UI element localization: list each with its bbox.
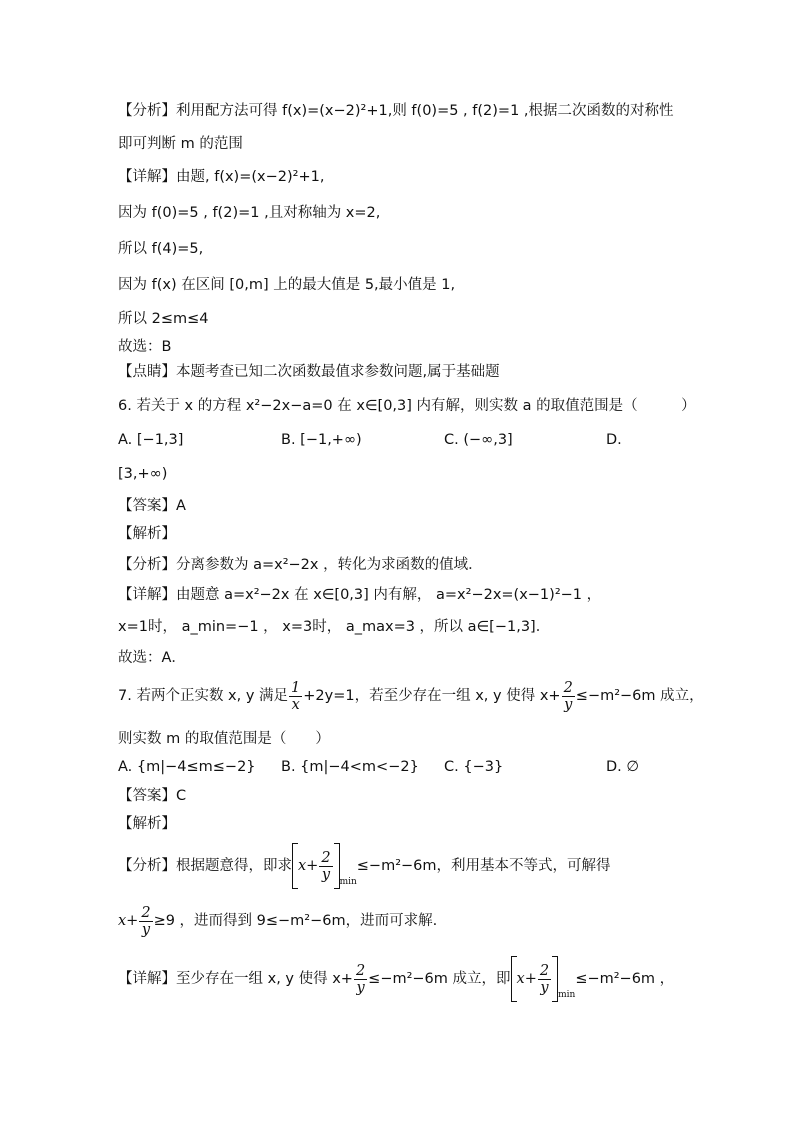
analysis-7-line-2	[118, 901, 437, 941]
q7-fraction-2-denominator: y	[564, 696, 573, 713]
analysis-7-fraction-denominator: y	[141, 921, 151, 938]
q6-option-b: B. [−1,+∞)	[281, 432, 362, 448]
detail-7-fraction-denominator: y	[356, 979, 365, 996]
detail-bracket-fraction-denominator: y	[540, 979, 549, 996]
q6-option-c: C. (−∞,3]	[444, 432, 513, 448]
q7-fraction-1-numerator: 1	[291, 679, 301, 696]
q7-option-c: C. {−3}	[444, 759, 504, 775]
answer-6: 【答案】A	[118, 498, 186, 514]
text-line-3: 【详解】由题, f(x)=(x−2)²+1,	[118, 169, 325, 185]
subscript-min: min	[339, 877, 357, 887]
detail-7-fraction	[354, 963, 367, 996]
detail-7-line-1	[118, 955, 674, 1019]
q7-stem-part-2: +2y=1，若至少存在一组 x, y 使得 x+	[303, 688, 561, 704]
text-line-5: 所以 f(4)=5,	[118, 241, 204, 257]
analysis-7-line-1	[118, 842, 611, 906]
text-line-1: 【分析】利用配方法可得 f(x)=(x−2)²+1,则 f(0)=5 , f(2)=1 ,根据二次函数的对称性	[118, 103, 674, 119]
bracket-fraction	[319, 850, 332, 883]
q7-option-d: D. ∅	[606, 759, 640, 775]
q6-option-a: A. [−1,3]	[118, 432, 184, 448]
question-7-stem-line-2: 则实数 m 的取值范围是（ ）	[118, 731, 330, 747]
analysis-7-expr: x+	[118, 913, 139, 929]
text-line-8: 故选：B	[118, 339, 172, 355]
detail-bracket-fraction	[538, 963, 551, 996]
q7-fraction-1-denominator: x	[291, 696, 300, 713]
q7-option-a: A. {m|−4≤m≤−2}	[118, 759, 256, 775]
analysis-7-heading: 【解析】	[118, 816, 176, 832]
q7-fraction-1	[289, 680, 302, 713]
question-7-stem	[118, 678, 704, 714]
q6-option-d-value: [3,+∞)	[118, 466, 168, 482]
q7-option-b: B. {m|−4<m<−2}	[281, 759, 419, 775]
detail-7-fraction-numerator: 2	[355, 962, 366, 979]
analysis-7-part-1: 【分析】根据题意得，即求	[118, 858, 292, 874]
analysis-6-text: 【分析】分离参数为 a=x²−2x ，转化为求函数的值域．	[118, 557, 483, 573]
text-line-7: 所以 2≤m≤4	[118, 311, 209, 327]
bracket-fraction-numerator: 2	[321, 849, 331, 866]
analysis-7-part-3: ≥9 ，进而得到 9≤−m²−6m，进而可求解.	[153, 913, 438, 929]
text-line-2: 即可判断 m 的范围	[118, 136, 243, 152]
answer-7: 【答案】C	[118, 788, 187, 804]
analysis-6-heading: 【解析】	[118, 526, 176, 542]
detail-6-conclusion: 故选：A．	[118, 650, 186, 666]
detail-6-line-2: x=1时， a_min=−1 ， x=3时， a_max=3 ，所以 a∈[−1,3]．	[118, 619, 551, 635]
analysis-7-fraction-numerator: 2	[141, 904, 151, 921]
q7-fraction-2	[562, 680, 575, 713]
detail-bracket-fraction-numerator: 2	[539, 962, 550, 979]
detail-7-part-2: ≤−m²−6m 成立，即	[368, 971, 511, 987]
detail-7-part-3: ≤−m²−6m ，	[575, 971, 675, 987]
text-line-9: 【点睛】本题考查已知二次函数最值求参数问题,属于基础题	[118, 364, 500, 380]
bracket-expression-text: x+	[298, 858, 319, 874]
bracket-fraction-denominator: y	[321, 866, 331, 883]
text-line-4: 因为 f(0)=5 , f(2)=1 ,且对称轴为 x=2,	[118, 205, 381, 221]
detail-bracket-expression	[517, 955, 553, 1003]
detail-bracket-expression-text: x+	[516, 971, 537, 987]
bracket-expression	[298, 842, 334, 890]
analysis-7-fraction	[139, 905, 152, 938]
q7-stem-part-1: 7. 若两个正实数 x, y 满足	[118, 688, 289, 704]
q7-stem-part-3: ≤−m²−6m 成立，	[575, 688, 704, 704]
detail-6-line-1: 【详解】由题意 a=x²−2x 在 x∈[0,3] 内有解， a=x²−2x=(x−1)²−1 ，	[118, 587, 602, 603]
detail-subscript-min: min	[558, 990, 576, 1000]
q6-option-d: D.	[606, 432, 622, 448]
q7-fraction-2-numerator: 2	[563, 679, 573, 696]
question-6-stem: 6. 若关于 x 的方程 x²−2x−a=0 在 x∈[0,3] 内有解，则实数 a 的取值范围是（ ）	[118, 398, 696, 414]
detail-7-part-1: 【详解】至少存在一组 x, y 使得 x+	[118, 971, 353, 987]
analysis-7-part-2: ≤−m²−6m，利用基本不等式，可解得	[356, 858, 611, 874]
text-line-6: 因为 f(x) 在区间 [0,m] 上的最大值是 5,最小值是 1,	[118, 277, 456, 293]
